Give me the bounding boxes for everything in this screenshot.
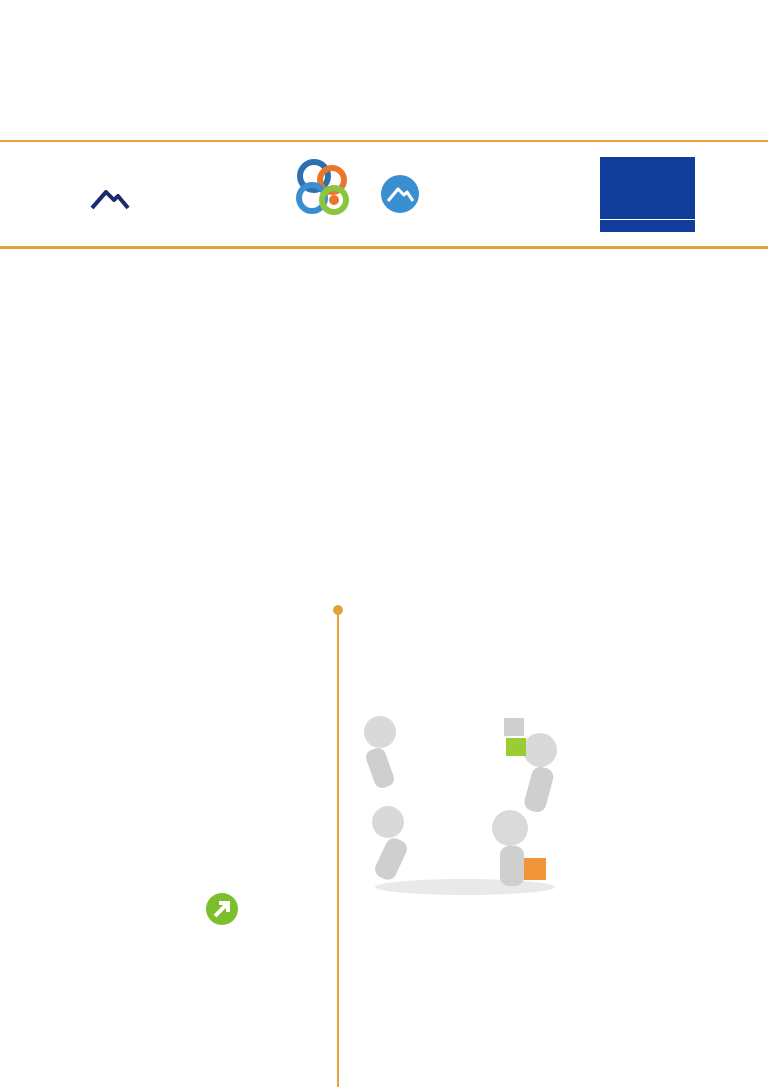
la-region-logo xyxy=(380,172,590,222)
region-mountain-icon xyxy=(380,174,420,214)
timeline-line xyxy=(337,612,339,1087)
arrow-icon xyxy=(206,893,238,925)
eu-logo xyxy=(600,157,695,232)
europe-region-logo xyxy=(70,156,270,236)
stars-mountain-icon xyxy=(70,156,150,236)
logo-band xyxy=(0,140,768,249)
eu-flag-icon xyxy=(600,157,695,219)
edias-rings-icon xyxy=(290,154,360,220)
poles-competitivite-logo xyxy=(140,893,320,943)
eu-label xyxy=(600,220,695,232)
cube-figures-illustration xyxy=(360,712,570,897)
edias-logo xyxy=(290,154,360,234)
